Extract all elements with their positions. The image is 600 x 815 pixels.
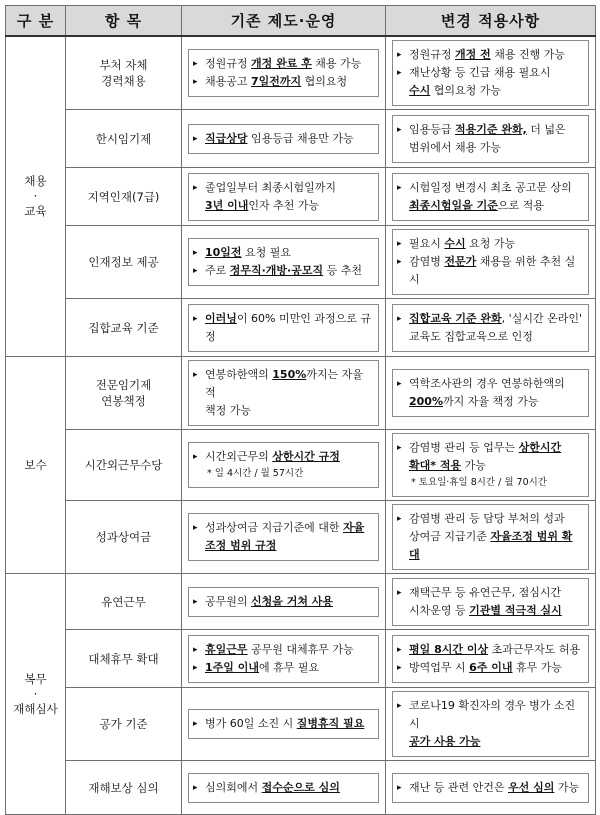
plain-text: 공무원의 — [205, 594, 252, 608]
plain-text: 채용공고 — [205, 75, 252, 88]
item-label: 인재정보 제공 — [88, 255, 159, 269]
after-line — [397, 328, 583, 346]
before-cell — [182, 501, 386, 574]
after-line — [397, 584, 583, 602]
category-label: 보수 — [24, 457, 47, 472]
after-line — [397, 235, 583, 253]
plain-text: 감염병 관리 등 담당 부처의 성과 — [409, 512, 565, 525]
emphasis-text: 기관별 적극적 실시 — [469, 603, 562, 617]
bullet-icon: ▸ — [193, 313, 198, 324]
item-label: 집합교육 기준 — [88, 320, 159, 335]
after-line — [397, 602, 583, 620]
emphasis-text: 우선 심의 — [508, 780, 555, 794]
plain-text: 채용 가능 — [311, 57, 362, 70]
after-box — [392, 369, 589, 417]
after-cell — [386, 168, 596, 226]
before-cell — [182, 761, 386, 815]
before-line — [193, 73, 373, 91]
plain-text: 협의요청 가능 — [430, 84, 502, 97]
bullet-icon: ▸ — [193, 596, 198, 607]
after-cell — [386, 574, 596, 630]
comparison-table-wrapper — [5, 5, 595, 815]
plain-text: 상여금 지급기준 — [409, 530, 491, 543]
after-line — [397, 641, 583, 659]
item-cell — [66, 110, 182, 168]
bullet-icon: ▸ — [193, 644, 198, 655]
bullet-icon: ▸ — [193, 452, 198, 462]
before-line — [193, 179, 373, 197]
after-cell — [386, 357, 596, 430]
before-line — [193, 779, 373, 797]
plain-text: 교육도 집합교육으로 인정 — [409, 329, 533, 343]
item-label: 공가 기준 — [99, 717, 148, 731]
item-cell — [66, 574, 182, 630]
plain-text: 더 넓은 — [526, 122, 566, 136]
item-label: 한시임기제 — [95, 131, 152, 146]
before-box — [188, 360, 379, 426]
bullet-icon: ▸ — [397, 782, 402, 793]
bullet-icon: ▸ — [397, 239, 402, 249]
after-line — [397, 659, 583, 677]
before-box — [188, 513, 379, 561]
plain-text: 방역업무 시 — [409, 660, 470, 674]
after-line — [397, 779, 583, 797]
before-line — [193, 448, 373, 466]
plain-text: 이 60% 미만인 과정으로 규정 — [205, 311, 371, 343]
before-box — [188, 173, 379, 221]
bullet-icon: ▸ — [397, 587, 402, 598]
bullet-icon: ▸ — [193, 248, 198, 258]
category-cell — [6, 357, 66, 574]
plain-text: 병가 60일 소진 시 — [205, 717, 297, 730]
emphasis-text: 조정 범위 규정 — [205, 539, 277, 552]
item-cell — [66, 630, 182, 688]
after-cell — [386, 630, 596, 688]
after-cell — [386, 501, 596, 574]
plain-text: 시간외근무의 — [205, 450, 273, 463]
item-label: 성과상여금 — [95, 530, 152, 544]
after-cell — [386, 110, 596, 168]
category-cell — [6, 36, 66, 357]
bullet-icon: ▸ — [397, 443, 402, 453]
emphasis-text: 접수순으로 심의 — [261, 780, 340, 794]
bullet-icon: ▸ — [193, 266, 198, 276]
before-line — [193, 519, 373, 537]
category-cell — [6, 574, 66, 815]
table-row — [6, 630, 596, 688]
after-box — [392, 115, 589, 163]
before-box — [188, 304, 379, 352]
plain-text: 인자 추천 가능 — [248, 198, 320, 212]
bullet-icon: ▸ — [397, 50, 402, 60]
before-line — [193, 366, 373, 402]
table-row — [6, 36, 596, 110]
before-line — [193, 659, 373, 677]
before-cell — [182, 357, 386, 430]
emphasis-text: 집합교육 기준 완화 — [409, 311, 502, 325]
after-box — [392, 504, 589, 570]
plain-text: 코로나19 확진자의 경우 병가 소진시 — [409, 699, 576, 730]
table-row — [6, 501, 596, 574]
bullet-icon: ▸ — [397, 644, 402, 655]
before-line — [193, 55, 373, 73]
emphasis-text: 200% — [409, 395, 443, 408]
after-box — [392, 773, 589, 803]
before-box — [188, 635, 379, 683]
header-category: 구 분 — [6, 6, 66, 37]
after-box — [392, 40, 589, 106]
before-line — [193, 310, 373, 346]
plain-text: 채용 진행 가능 — [490, 48, 565, 61]
before-cell — [182, 168, 386, 226]
before-line — [193, 244, 373, 262]
emphasis-text: 6주 이내 — [469, 660, 513, 674]
plain-text: 채용을 위한 추천 실시 — [409, 255, 576, 286]
plain-text: 책정 가능 — [205, 404, 252, 417]
before-cell — [182, 299, 386, 357]
bullet-icon: ▸ — [193, 77, 198, 87]
emphasis-text: 수시 — [444, 237, 466, 250]
after-cell — [386, 36, 596, 110]
emphasis-text: 적용기준 완화, — [455, 122, 527, 136]
bullet-icon: ▸ — [193, 59, 198, 69]
before-cell — [182, 430, 386, 501]
bullet-icon: ▸ — [193, 370, 198, 380]
plain-text: 범위에서 채용 가능 — [409, 140, 502, 154]
emphasis-text: 상한시간 규정 — [272, 450, 340, 463]
before-cell — [182, 574, 386, 630]
before-line — [193, 593, 373, 611]
plain-text: 가능 — [554, 780, 580, 794]
emphasis-text: 150% — [272, 368, 307, 381]
after-cell — [386, 226, 596, 299]
item-label: 유연근무 — [101, 594, 146, 609]
before-cell — [182, 226, 386, 299]
emphasis-text: 10일전 — [205, 246, 242, 259]
item-label: 지역인재(7급) — [87, 189, 160, 204]
bullet-icon: ▸ — [397, 662, 402, 673]
emphasis-text: 개정 완료 후 — [251, 57, 312, 70]
plain-text: 재난 등 관련 안건은 — [409, 780, 508, 794]
before-line — [193, 537, 373, 555]
emphasis-text: 자율조정 범위 확대 — [409, 530, 573, 561]
table-row — [6, 110, 596, 168]
before-footnote: * 일 4시간 / 월 57시간 — [207, 468, 304, 479]
emphasis-text: 전문가 — [444, 255, 477, 268]
plain-text: 시차운영 등 — [409, 603, 470, 617]
before-line — [193, 262, 373, 280]
item-cell — [66, 501, 182, 574]
after-box — [392, 433, 589, 497]
before-cell — [182, 688, 386, 761]
category-label: 교육 — [24, 204, 47, 218]
bullet-icon: ▸ — [397, 257, 402, 267]
emphasis-text: 개정 전 — [455, 48, 491, 61]
plain-text: 휴무 가능 — [512, 660, 562, 674]
item-cell — [66, 357, 182, 430]
emphasis-text: 직급상당 — [205, 131, 248, 145]
plain-text: 주로 — [205, 264, 230, 277]
plain-text: 까지 자율 책정 가능 — [442, 395, 539, 408]
after-footnote: * 토요일·휴일 8시간 / 월 70시간 — [411, 477, 547, 488]
bullet-icon: ▸ — [397, 701, 402, 711]
plain-text: 에 휴무 필요 — [259, 660, 320, 674]
bullet-icon: ▸ — [193, 523, 198, 533]
before-line — [193, 641, 373, 659]
plain-text: 요청 가능 — [465, 237, 516, 250]
after-line — [397, 46, 583, 64]
bullet-icon: ▸ — [397, 313, 402, 324]
bullet-icon: ▸ — [397, 124, 402, 135]
plain-text: 임용등급 채용만 가능 — [247, 131, 354, 145]
plain-text: 가능 — [461, 459, 486, 472]
item-cell — [66, 299, 182, 357]
after-line — [397, 393, 583, 411]
before-line — [193, 197, 373, 215]
before-box — [188, 124, 379, 154]
category-label: 채용 — [24, 174, 47, 188]
after-line — [397, 510, 583, 528]
bullet-icon: ▸ — [397, 514, 402, 524]
plain-text: 등 추천 — [323, 264, 362, 277]
bullet-icon: ▸ — [397, 68, 402, 78]
table-row — [6, 430, 596, 501]
emphasis-text: 평일 8시간 이상 — [409, 642, 489, 656]
emphasis-text: 휴일근무 — [205, 642, 248, 656]
after-cell — [386, 430, 596, 501]
plain-text: 요청 필요 — [241, 246, 292, 259]
category-label: 복무 — [24, 671, 47, 686]
bullet-icon: ▸ — [397, 379, 402, 389]
after-line — [397, 457, 583, 475]
plain-text: 재택근무 등 유연근무, 점심시간 — [409, 585, 562, 599]
bullet-icon: ▸ — [193, 719, 198, 729]
emphasis-text: 공가 사용 가능 — [409, 735, 481, 748]
emphasis-text: 자율 — [343, 521, 365, 534]
before-cell — [182, 36, 386, 110]
item-label: 대체휴무 확대 — [88, 651, 159, 666]
item-cell — [66, 688, 182, 761]
after-line — [397, 439, 583, 457]
plain-text: 공무원 대체휴무 가능 — [247, 642, 354, 656]
after-line — [397, 310, 583, 328]
before-box — [188, 238, 379, 286]
plain-text: 심의회에서 — [205, 780, 262, 794]
emphasis-text: 확대* 적용 — [409, 459, 462, 472]
emphasis-text: 1주일 이내 — [205, 660, 259, 674]
after-line — [397, 179, 583, 197]
after-box — [392, 635, 589, 683]
after-box — [392, 304, 589, 352]
header-before: 기존 제도·운영 — [182, 6, 386, 37]
item-label: 경력채용 — [101, 74, 146, 88]
emphasis-text: 정무직·개방·공모직 — [229, 264, 324, 277]
plain-text: 으로 적용 — [497, 198, 544, 212]
after-box — [392, 578, 589, 626]
before-line — [193, 402, 373, 420]
plain-text: 임용등급 — [409, 122, 456, 136]
after-line — [397, 139, 583, 157]
before-box — [188, 709, 379, 739]
before-box — [188, 442, 379, 488]
after-line — [397, 375, 583, 393]
emphasis-text: 7일전까지 — [251, 75, 302, 88]
after-box — [392, 691, 589, 757]
category-label: · — [33, 686, 38, 701]
after-cell — [386, 688, 596, 761]
table-row — [6, 299, 596, 357]
plain-text: 시험일정 변경시 최초 공고문 상의 — [409, 180, 572, 194]
after-box — [392, 229, 589, 295]
bullet-icon: ▸ — [193, 662, 198, 673]
after-line — [397, 733, 583, 751]
item-cell — [66, 168, 182, 226]
plain-text: 정원규정 — [205, 57, 252, 70]
table-header-row — [6, 6, 596, 37]
item-label: 부처 자체 — [99, 58, 148, 72]
before-box — [188, 587, 379, 617]
item-cell — [66, 226, 182, 299]
emphasis-text: 3년 이내 — [205, 198, 249, 212]
item-cell — [66, 36, 182, 110]
table-row — [6, 761, 596, 815]
item-label: 연봉책정 — [101, 394, 146, 408]
emphasis-text: 이러닝 — [205, 311, 237, 325]
plain-text: 초과근무자도 허용 — [488, 642, 581, 656]
before-cell — [182, 630, 386, 688]
item-cell — [66, 761, 182, 815]
before-box — [188, 773, 379, 803]
item-cell — [66, 430, 182, 501]
bullet-icon: ▸ — [397, 182, 402, 193]
plain-text: 까지는 자율적 — [205, 368, 363, 399]
after-line — [397, 253, 583, 289]
header-after: 변경 적용사항 — [386, 6, 596, 37]
before-line — [193, 715, 373, 733]
after-cell — [386, 299, 596, 357]
plain-text: , '실시간 온라인' — [501, 311, 582, 325]
after-line — [397, 82, 583, 100]
after-line — [397, 697, 583, 733]
table-row — [6, 168, 596, 226]
item-label: 전문임기제 — [95, 378, 152, 392]
plain-text: 역학조사관의 경우 연봉하한액의 — [409, 377, 565, 390]
plain-text: 필요시 — [409, 237, 445, 250]
emphasis-text: 상한시간 — [518, 441, 562, 454]
after-cell — [386, 761, 596, 815]
plain-text: 졸업일부터 최종시험일까지 — [205, 180, 337, 194]
category-label: 재해심사 — [13, 701, 58, 716]
item-label: 재해보상 심의 — [88, 780, 159, 795]
category-label: · — [33, 189, 38, 203]
item-label: 시간외근무수당 — [84, 458, 163, 472]
plain-text: 감염병 관리 등 업무는 — [409, 441, 519, 454]
plain-text: 성과상여금 지급기준에 대한 — [205, 521, 344, 534]
after-line — [397, 197, 583, 215]
plain-text: 감염병 — [409, 255, 445, 268]
after-line — [397, 64, 583, 82]
after-line — [397, 528, 583, 564]
before-box — [188, 49, 379, 97]
bullet-icon: ▸ — [193, 782, 198, 793]
comparison-table — [5, 5, 596, 815]
emphasis-text: 수시 — [409, 84, 431, 97]
before-cell — [182, 110, 386, 168]
table-row — [6, 226, 596, 299]
table-row — [6, 574, 596, 630]
bullet-icon: ▸ — [193, 133, 198, 144]
before-line — [193, 130, 373, 148]
table-row — [6, 357, 596, 430]
after-line — [397, 121, 583, 139]
header-item: 항 목 — [66, 6, 182, 37]
after-box — [392, 173, 589, 221]
plain-text: 연봉하한액의 — [205, 368, 273, 381]
plain-text: 재난상황 등 긴급 채용 필요시 — [409, 66, 551, 79]
bullet-icon: ▸ — [193, 182, 198, 193]
emphasis-text: 신청을 거쳐 사용 — [251, 594, 334, 608]
emphasis-text: 질병휴직 필요 — [296, 717, 365, 730]
table-row — [6, 688, 596, 761]
plain-text: 정원규정 — [409, 48, 456, 61]
emphasis-text: 최종시험일을 기준 — [409, 198, 498, 212]
plain-text: 협의요청 — [301, 75, 348, 88]
